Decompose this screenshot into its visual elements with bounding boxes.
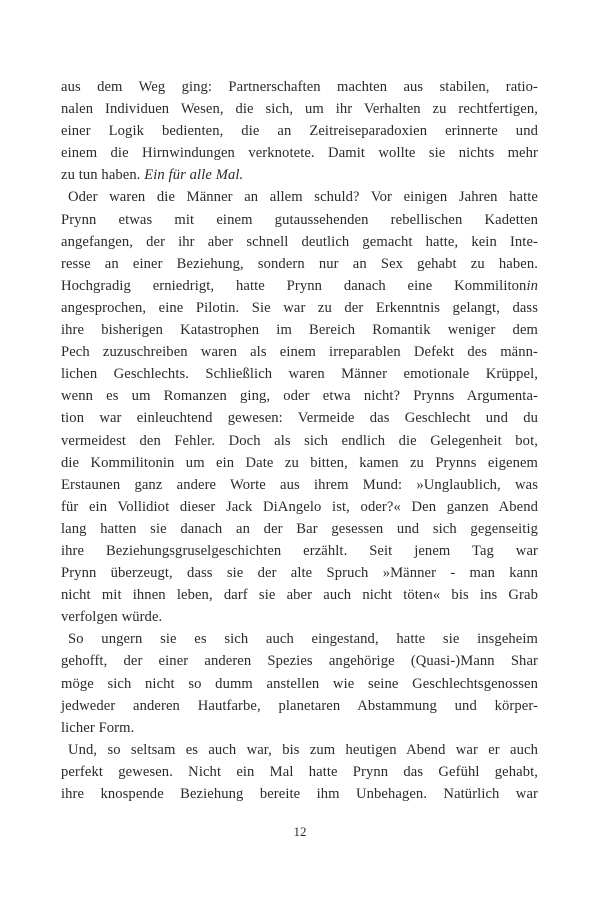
text-line: nicht mit ihnen leben, darf sie aber auch nicht töten« bis ins Grab <box>61 587 538 604</box>
text-line: Oder waren die Männer an allem schuld? Vor einigen Jahren hatte <box>68 189 538 206</box>
text-line: Pech zuzuschreiben waren als einem irreparablen Defekt des männ- <box>61 344 538 361</box>
text-line: licher Form. <box>61 719 135 736</box>
text-line: perfekt gewesen. Nicht ein Mal hatte Prynn das Gefühl gehabt, <box>61 763 538 780</box>
text-line: So ungern sie es sich auch eingestand, hatte sie insgeheim <box>68 631 538 648</box>
text-line: resse an einer Beziehung, sondern nur an Sex gehabt zu haben. <box>61 255 538 272</box>
text-line <box>61 275 538 297</box>
text-line: einer Logik bedienten, die an Zeitreiseparadoxien erinnerte und <box>61 123 538 140</box>
text-line: aus dem Weg ging: Partnerschaften machten aus stabilen, ratio- <box>61 79 538 95</box>
text-line: lang hatten sie danach an der Bar gesessen und sich gegenseitig <box>61 520 538 537</box>
italic-run: Ein für alle Mal. <box>144 167 244 184</box>
text-line: für ein Vollidiot dieser Jack DiAngelo ist, oder?« Den ganzen Abend <box>61 498 538 515</box>
text-line: Erstaunen ganz andere Worte aus ihrem Mund: »Unglaublich, was <box>61 476 538 493</box>
page-number: 12 <box>293 824 307 839</box>
text-line: gehofft, der einer anderen Spezies angehörige (Quasi-)Mann Shar <box>61 653 538 670</box>
text-run: zu tun haben. <box>61 167 145 184</box>
text-line: verfolgen würde. <box>61 609 163 626</box>
text-line: angefangen, der ihr aber schnell deutlich gemacht hatte, kein Inte- <box>61 233 538 250</box>
text-line: wenn es um Romanzen ging, oder etwa nicht? Prynns Argumenta- <box>61 388 538 405</box>
italic-run: in <box>526 277 538 294</box>
text-line: Prynn überzeugt, dass sie der alte Spruch »Männer - man kann <box>61 565 538 582</box>
text-line: nalen Individuen Wesen, die sich, um ihr Verhalten zu rechtfertigen, <box>61 101 538 118</box>
text-line <box>61 164 538 186</box>
text-run: Hochgradig erniedrigt, hatte Prynn danach eine Kommiliton <box>61 277 527 294</box>
paragraph <box>61 186 538 628</box>
text-line: die Kommilitonin um ein Date zu bitten, kamen zu Prynns eigenem <box>61 454 538 471</box>
paragraph <box>61 628 538 738</box>
text-line: Prynn etwas mit einem gutaussehenden rebellischen Kadetten <box>61 211 538 228</box>
text-line: jedweder anderen Hautfarbe, planetaren Abstammung und körper- <box>61 697 538 714</box>
paragraph <box>61 76 538 186</box>
text-line: ihre Beziehungsgruselgeschichten erzählt. Seit jenem Tag war <box>61 542 538 559</box>
body-text <box>61 76 538 805</box>
text-line: Und, so seltsam es auch war, bis zum heutigen Abend war er auch <box>68 741 538 758</box>
paragraph <box>61 739 538 805</box>
text-line: ihre bisherigen Katastrophen im Bereich Romantik weniger dem <box>61 322 538 339</box>
text-line: angesprochen, eine Pilotin. Sie war zu der Erkenntnis gelangt, dass <box>61 299 538 316</box>
text-line: einem die Hirnwindungen verknotete. Damit wollte sie nichts mehr <box>61 145 538 162</box>
text-line: möge sich nicht so dumm anstellen wie seine Geschlechtsgenossen <box>61 675 538 692</box>
text-line: lichen Geschlechts. Schließlich waren Männer emotionale Krüppel, <box>61 366 538 383</box>
text-line: tion war einleuchtend gewesen: Vermeide das Geschlecht und du <box>61 410 538 427</box>
text-line: vermeidest den Fehler. Doch als sich endlich die Gelegenheit bot, <box>61 432 538 449</box>
text-line: ihre knospende Beziehung bereite ihm Unbehagen. Natürlich war <box>61 786 538 802</box>
